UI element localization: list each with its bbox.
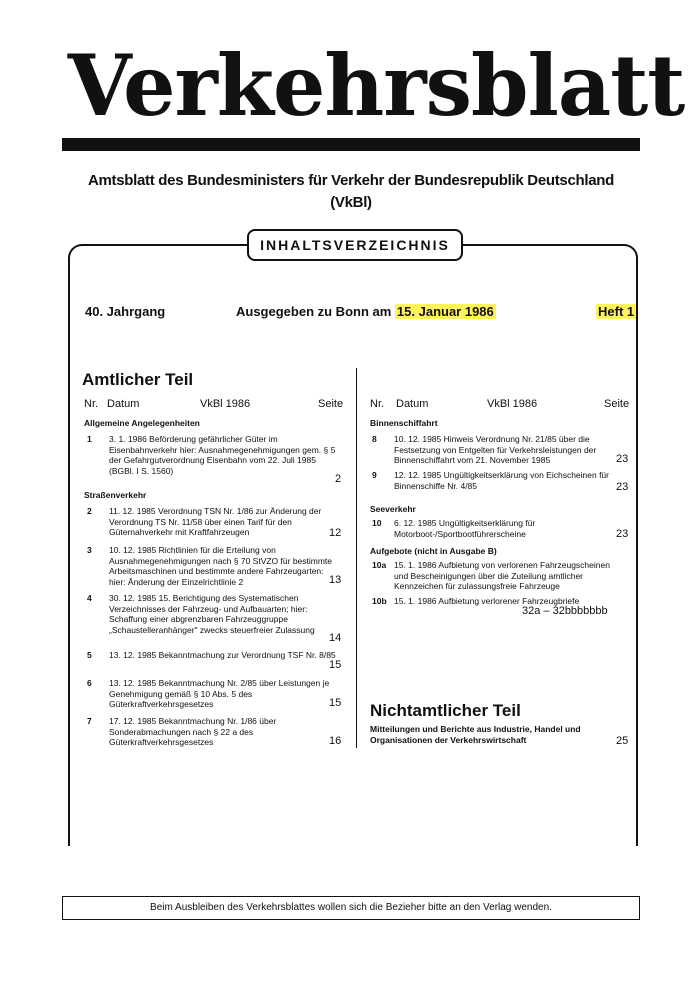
entry-number: 7: [87, 716, 92, 726]
entry-page: 23: [616, 528, 629, 540]
subtitle-line2: (VkBl): [330, 194, 372, 211]
entry-page: 15: [329, 697, 342, 709]
entry-text: 15. 1. 1986 Aufbietung verlorener Fahrzeugbriefe: [394, 596, 580, 606]
col-nr: Nr.: [84, 398, 99, 410]
group-seeverkehr: Seeverkehr: [370, 504, 416, 514]
toc-entry: [372, 596, 632, 620]
col-seite: Seite: [604, 398, 630, 410]
entry-number: 9: [372, 470, 377, 480]
toc-entry: [87, 650, 347, 674]
entry-page: 15: [329, 659, 342, 671]
masthead-title: Verkehrsblatt: [67, 36, 685, 135]
toc-entry: [87, 545, 347, 589]
entry-text: 15. 1. 1986 Aufbietung von verlorenen Fahrzeugscheinen und Bescheinigungen über die Zuteilung amtlicher Kennzeichen für zulassungsfreie Fahrzeuge: [394, 560, 610, 591]
entry-number: 4: [87, 593, 92, 603]
column-divider: [356, 368, 357, 748]
entry-number: 1: [87, 434, 92, 444]
col-vkbl: VkBl 1986: [200, 398, 251, 410]
entry-number: 10: [372, 518, 382, 528]
entry-number: 5: [87, 650, 92, 660]
entry-page: 12: [329, 527, 342, 539]
entry-page: 23: [616, 481, 629, 493]
entry-number: 6: [87, 678, 92, 688]
entry-page: 25: [616, 735, 629, 747]
group-binnenschiffahrt: Binnenschiffahrt: [370, 418, 438, 428]
group-allgemein: Allgemeine Angelegenheiten: [84, 418, 200, 428]
col-datum: Datum: [396, 398, 429, 410]
masthead-rule: [62, 138, 640, 151]
col-seite: Seite: [318, 398, 344, 410]
frame-mask: [60, 846, 640, 876]
toc-entry: [87, 506, 347, 542]
issued-date: 15. Januar 1986: [396, 304, 494, 319]
subtitle: [62, 170, 640, 214]
toc-entry: [87, 678, 347, 712]
entry-number: 3: [87, 545, 92, 555]
toc-entry: [87, 593, 347, 645]
entry-text: 6. 12. 1985 Ungültigkeitserklärung für Motorboot-/Sportbootführerscheine: [394, 518, 536, 539]
entry-text: 10. 12. 1985 Hinweis Verordnung Nr. 21/85 über die Festsetzung von Entgelten für Verkehrsleistungen der Binnenschiffahrt vom 21. November 1985: [394, 434, 597, 465]
entry-page: 23: [616, 453, 629, 465]
entry-page: 16: [329, 735, 342, 747]
entry-text: 13. 12. 1985 Bekanntmachung zur Verordnung TSF Nr. 8/85: [109, 650, 336, 660]
entry-text: 30. 12. 1985 15. Berichtigung des Systematischen Verzeichnisses der Fahrzeug- und Aufbauarten; hier: Schaffung einer abgrenzbaren Fahrzeuggruppe „Schaustelleranhänger" zwecks steuerfreier Zulassung: [109, 593, 315, 635]
col-vkbl: VkBl 1986: [487, 398, 538, 410]
group-aufgebote: Aufgebote (nicht in Ausgabe B): [370, 546, 497, 556]
entry-text: 13. 12. 1985 Bekanntmachung Nr. 2/85 über Leistungen je Genehmigung gemäß § 10 Abs. 5 des Güterkraftverkehrsgesetzes: [109, 678, 330, 709]
toc-entry: [372, 470, 632, 494]
group-strassenverkehr: Straßenverkehr: [84, 490, 147, 500]
entry-number: 8: [372, 434, 377, 444]
entry-number: 10a: [372, 560, 387, 570]
entry-text: 10. 12. 1985 Richtlinien für die Erteilung von Ausnahmegenehmigungen nach § 70 StVZO für bestimmte Arbeitsmaschinen und bestimmte andere Fahrzeugarten: hier: Änderung der Einzelrichtlinie 2: [109, 545, 333, 587]
toc-entry: [372, 518, 632, 542]
entry-number: 10b: [372, 596, 387, 606]
toc-entry: [372, 560, 632, 594]
issue-number: Heft 1: [598, 304, 635, 319]
entry-text: Mitteilungen und Berichte aus Industrie, Handel und Organisationen der Verkehrswirtschaft: [370, 724, 581, 745]
entry-page: 13: [329, 574, 342, 586]
toc-entry: [87, 716, 347, 750]
subtitle-line1: Amtsblatt des Bundesministers für Verkehr der Bundesrepublik Deutschland: [87, 172, 615, 189]
section-title-nichtamtlich: Nichtamtlicher Teil: [370, 701, 521, 720]
toc-entry: [87, 434, 347, 484]
issued-prefix: Ausgegeben zu Bonn am: [236, 304, 392, 319]
entry-text: 3. 1. 1986 Beförderung gefährlicher Güter im Eisenbahnverkehr hier: Ausnahmegenehmigungen gem. § 5 der Gefahrgutverordnung Eisenbahn vom 22. Juli 1985 (BGBl. I S. 1560): [109, 434, 336, 476]
entry-text: 17. 12. 1985 Bekanntmachung Nr. 1/86 über Sonderabmachungen nach § 22 a des Güterkraftverkehrsgesetzes: [109, 716, 277, 747]
entry-page: 2: [335, 473, 342, 485]
toc-entry: [372, 434, 632, 468]
toc-label: INHALTSVERZEICHNIS: [247, 229, 463, 261]
entry-text: 12. 12. 1985 Ungültigkeitserklärung von Eichscheinen für Binnenschiffe Nr. 4/85: [394, 470, 609, 491]
col-nr: Nr.: [370, 398, 385, 410]
entry-number: 2: [87, 506, 92, 516]
issued-line: [236, 304, 496, 319]
col-datum: Datum: [107, 398, 140, 410]
volume: 40. Jahrgang: [85, 304, 166, 319]
entry-text: 11. 12. 1985 Verordnung TSN Nr. 1/86 zur Änderung der Verordnung TS Nr. 11/58 über einen Tarif für den Güternahverkehr mit Kraftfahrzeugen: [109, 506, 322, 537]
footer-notice: Beim Ausbleiben des Verkehrsblattes wollen sich die Bezieher bitte an den Verlag wenden.: [62, 896, 640, 920]
toc-entry: [370, 724, 632, 748]
entry-page: 14: [329, 632, 342, 644]
entry-page: 32a – 32bbbbbbb: [522, 605, 608, 617]
section-title-amtlich: Amtlicher Teil: [82, 370, 194, 389]
